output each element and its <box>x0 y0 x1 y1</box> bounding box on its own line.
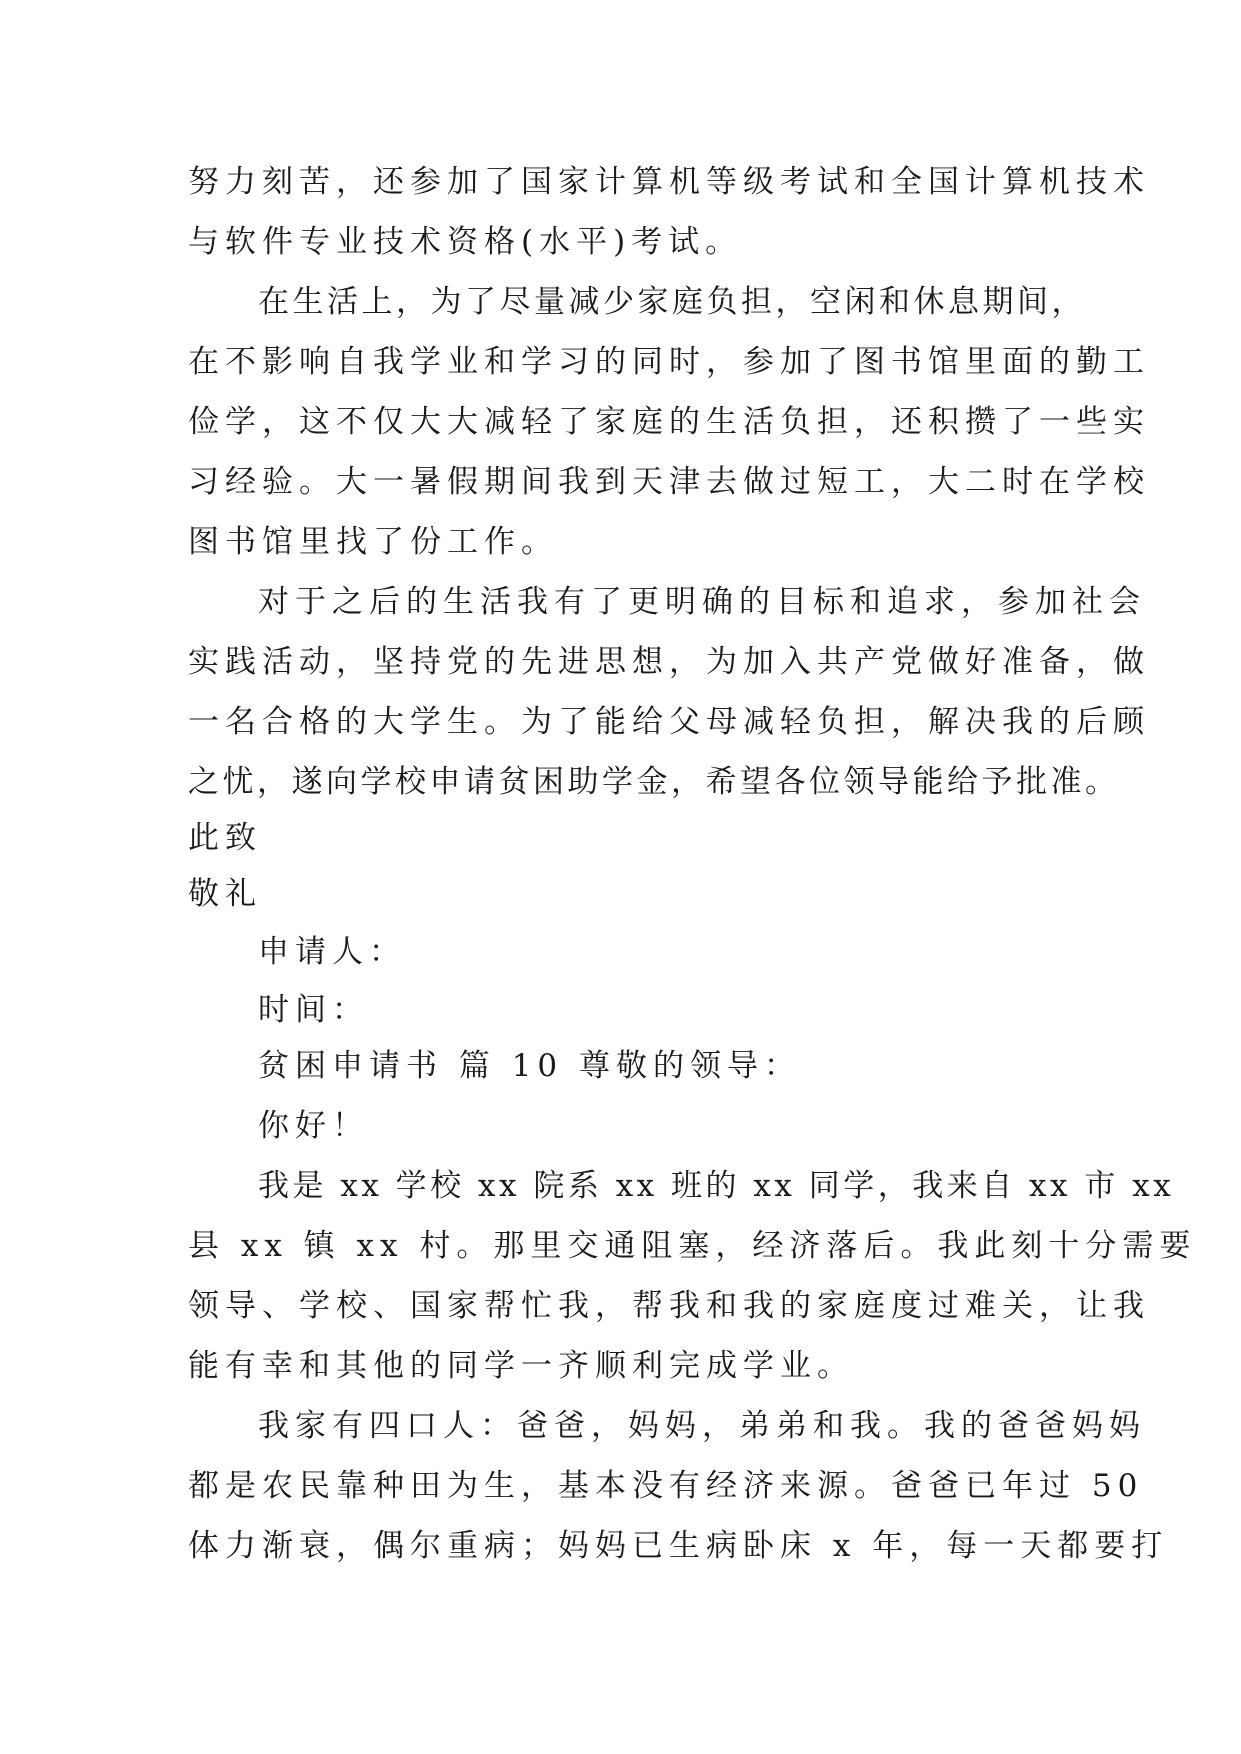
paragraph-start-line: 我家有四口人：爸爸，妈妈，弟弟和我。我的爸爸妈妈 <box>258 1408 1146 1444</box>
paragraph-start-line: 我是 xx 学校 xx 院系 xx 班的 xx 同学，我来自 xx 市 xx <box>258 1168 1175 1204</box>
text-line: 体力渐衰，偶尔重病；妈妈已生病卧床 x 年，每一天都要打 <box>188 1528 1169 1564</box>
date-label: 时间： <box>258 992 369 1028</box>
text-line: 图书馆里找了份工作。 <box>188 524 558 560</box>
text-line: 实践活动，坚持党的先进思想，为加入共产党做好准备，做 <box>188 644 1150 680</box>
text-line: 俭学，这不仅大大减轻了家庭的生活负担，还积攒了一些实 <box>188 404 1150 440</box>
text-line: 努力刻苦，还参加了国家计算机等级考试和全国计算机技术 <box>188 164 1150 200</box>
text-line: 在不影响自我学业和学习的同时，参加了图书馆里面的勤工 <box>188 344 1150 380</box>
section-heading: 贫困申请书 篇 10 尊敬的领导： <box>258 1048 802 1084</box>
text-line: 领导、学校、国家帮忙我，帮我和我的家庭度过难关，让我 <box>188 1288 1150 1324</box>
text-line: 能有幸和其他的同学一齐顺利完成学业。 <box>188 1348 854 1384</box>
closing-salutation: 此致 <box>188 820 262 856</box>
text-line: 习经验。大一暑假期间我到天津去做过短工，大二时在学校 <box>188 464 1150 500</box>
paragraph-start-line: 对于之后的生活我有了更明确的目标和追求，参加社会 <box>258 584 1146 620</box>
text-line: 与软件专业技术资格(水平)考试。 <box>188 224 743 260</box>
applicant-label: 申请人： <box>258 934 406 970</box>
paragraph-start-line: 在生活上，为了尽量减少家庭负担，空闲和休息期间， <box>258 284 1086 320</box>
text-line: 之忧，遂向学校申请贫困助学金，希望各位领导能给予批准。 <box>188 764 1120 800</box>
closing-regards: 敬礼 <box>188 876 262 912</box>
text-line: 县 xx 镇 xx 村。那里交通阻塞，经济落后。我此刻十分需要 <box>188 1228 1197 1264</box>
text-line: 一名合格的大学生。为了能给父母减轻负担，解决我的后顾 <box>188 704 1150 740</box>
greeting: 你好！ <box>258 1108 369 1144</box>
text-line: 都是农民靠种田为生，基本没有经济来源。爸爸已年过 50 <box>188 1468 1144 1504</box>
